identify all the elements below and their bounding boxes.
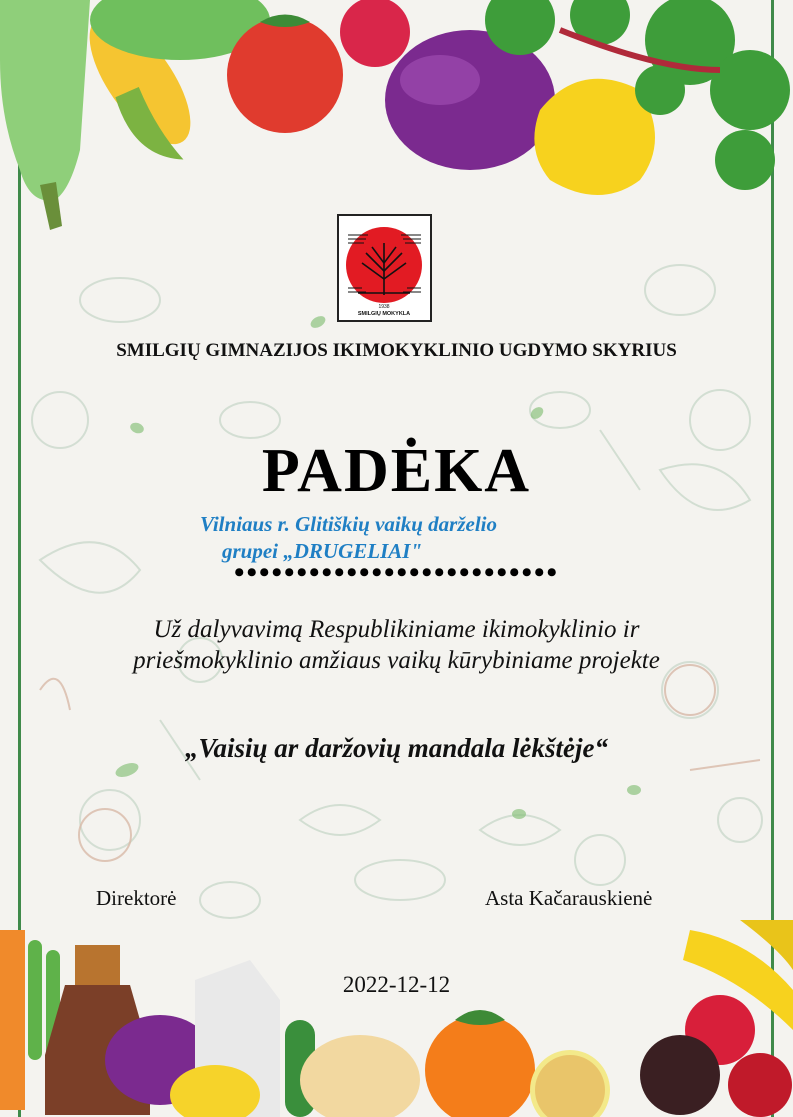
certificate-date: 2022-12-12 <box>342 972 451 997</box>
project-name: „Vaisių ar daržovių mandala lėkštėje“ <box>184 733 609 763</box>
top-vegetables-illustration <box>0 0 793 240</box>
school-name: SMILGIŲ GIMNAZIJOS IKIMOKYKLINIO UGDYMO SKYRIUS <box>116 340 677 361</box>
dotted-separator: •••••••••••••••••••••••••• <box>233 556 560 589</box>
signer-role: Direktorė <box>96 886 177 910</box>
reason-text: Už dalyvavimą Respublikiniame ikimokyklinio ir priešmokyklinio amžiaus vaikų kūrybiniame projekte <box>133 616 660 674</box>
certificate-title: PADĖKA <box>261 437 532 505</box>
signer-name: Asta Kačarauskienė <box>485 886 653 910</box>
recipient-line-1: Vilniaus r. Glitiškių vaikų darželio <box>200 512 498 536</box>
logo-text: SMILGIŲ MOKYKLA <box>357 311 411 317</box>
recipient-line-2: grupei „DRUGELIAI" <box>222 539 423 563</box>
bottom-fruits-illustration <box>0 920 793 1117</box>
logo-year: 1938 <box>378 304 390 310</box>
school-logo <box>336 213 433 323</box>
